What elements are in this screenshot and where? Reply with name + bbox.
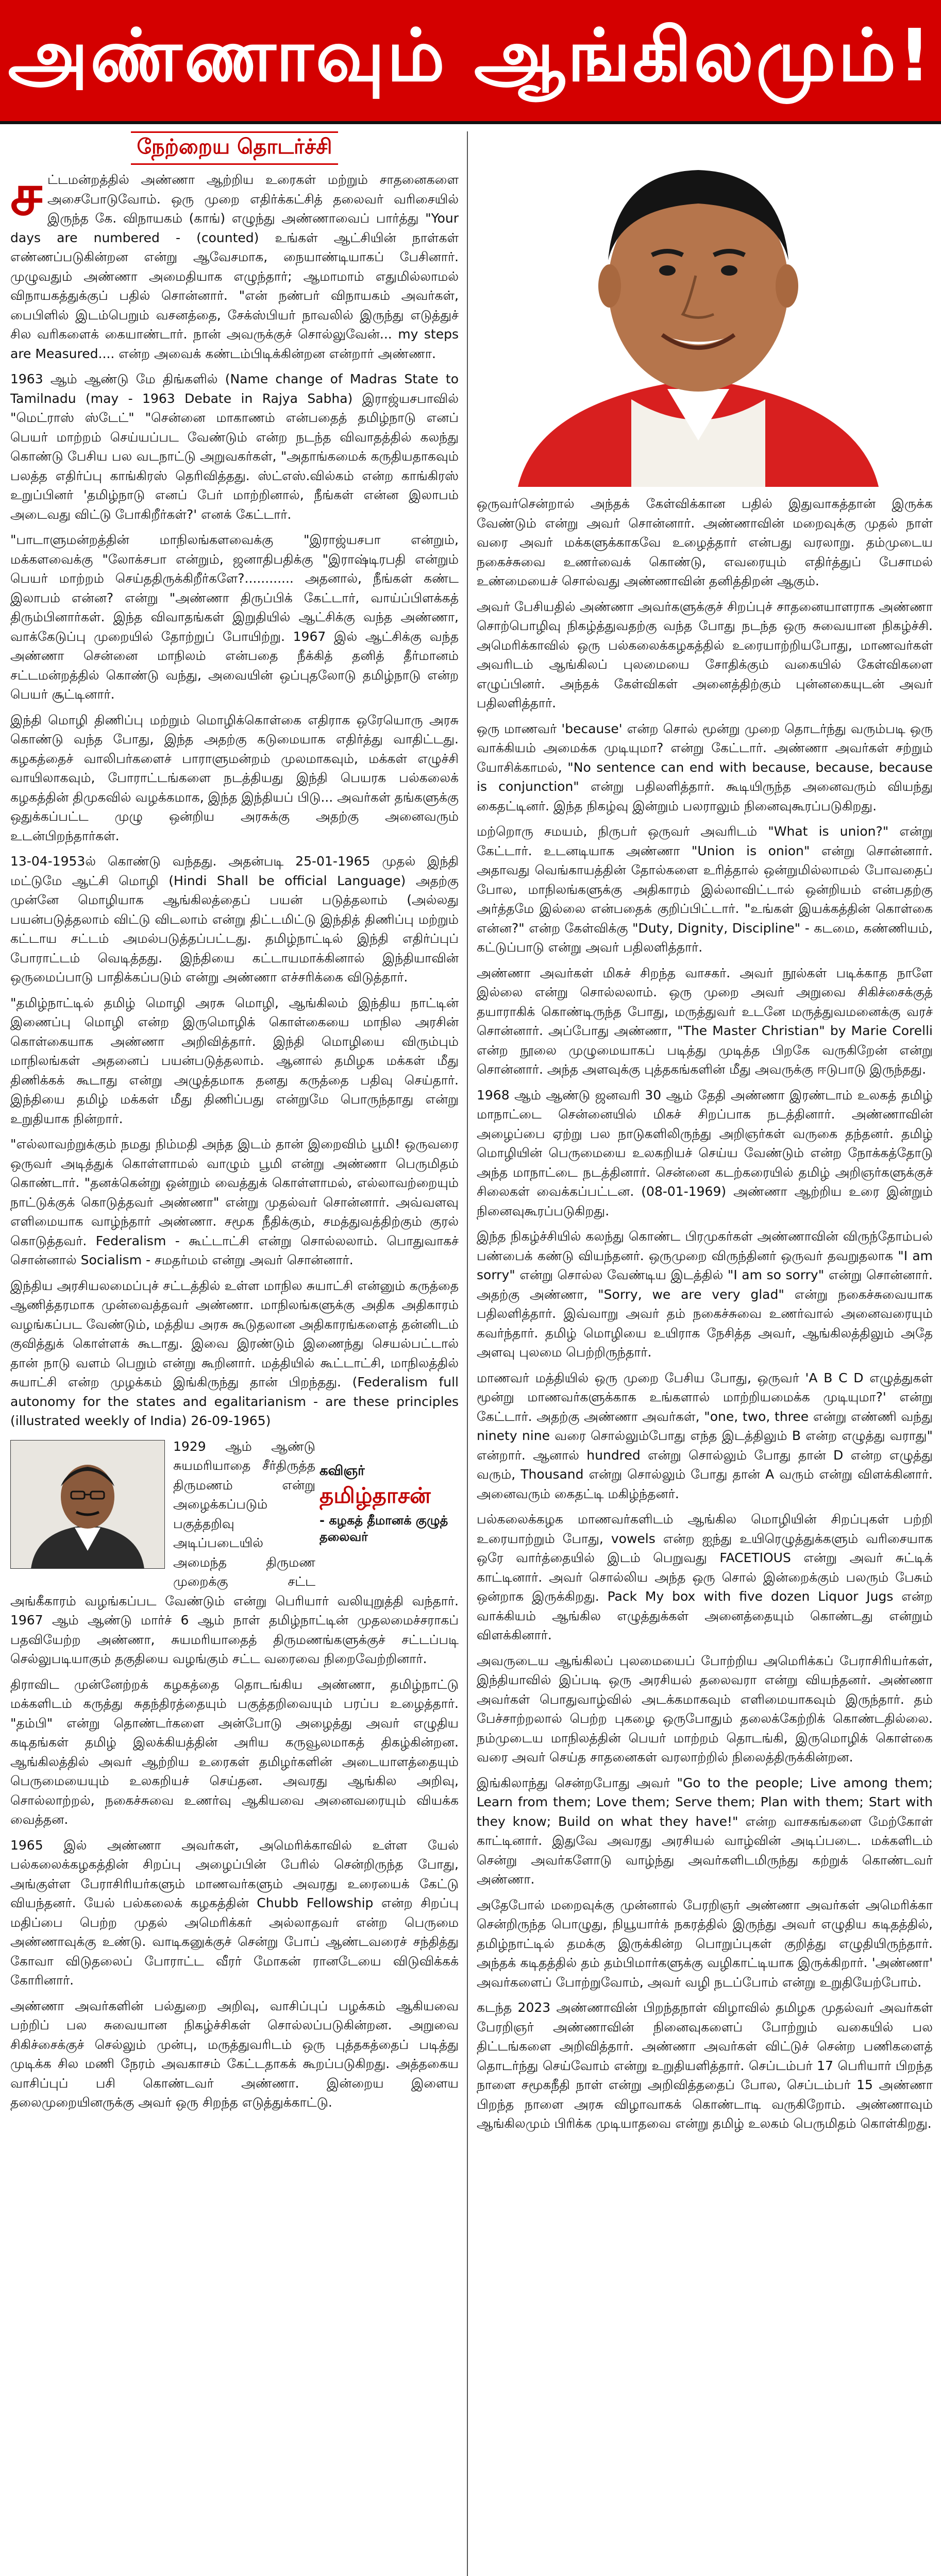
left-column	[10, 131, 459, 2576]
paragraph: பல்கலைக்கழக மாணவர்களிடம் ஆங்கில மொழியின் சிறப்புகள் பற்றி உரையாற்றும் போது, vowels என்ற ஐந்து உயிரெழுத்துக்களும் வரிசையாக ஒரே வார்த்தையில் இடம் பெறுவது FACETIOUS என்று அவர் சுட்டிக் காட்டினார். அவர் சொல்லிய அந்த ஒரு சொல் இன்றைக்கும் பலரும் பேசும் ஒன்றாக இருக்கிறது. Pack My box with five dozen Liquor Jugs என்ற வாக்கியம் ஆங்கில எழுத்துக்கள் அனைத்தையும் கொண்டது என்றும் விளக்கினார்.	[477, 1512, 933, 1642]
paragraph: "எல்லாவற்றுக்கும் நமது நிம்மதி அந்த இடம் தான் இறைவிம் பூமி! ஒருவரை ஒருவர் அடித்துக் கொள்ளாமல் வாழும் பூமி என்று அண்ணா பெருமிதம் கொண்டார். "தனக்கென்று ஒன்றும் வைத்துக் கொள்ளாமல், எல்லாவற்றையும் நாட்டுக்குக் கொடுத்தவர் அண்ணா" என்று முதல்வர் சொன்னார். அவ்வளவு எளிமையாக வாழ்ந்தார் அண்ணா. சமூக நீதிக்கும், சமத்துவத்திற்கும் குரல் கொடுத்தவர். Federalism - கூட்டாட்சி என்று சொல்லலாம். பொதுவாகச் சொன்னால் Socialism - சமதர்மம் என்று அவர் சொன்னார்.	[10, 1137, 459, 1267]
paragraph: அவர் பேசியதில் அண்ணா அவர்களுக்குச் சிறப்புச் சாதனையாளராக அண்ணா சொற்பொழிவு நிகழ்த்துவதற்கு வந்த போது நடந்த ஒரு சுவையான நிகழ்ச்சி. அமெரிக்காவில் ஒரு பல்கலைக்கழகத்தில் உரையாற்றியபோது, மாணவர்கள் அவரிடம் ஆங்கிலப் புலமையை சோதிக்கும் வகையில் கேள்விகளை எழுப்பினர். அந்தக் கேள்விகள் அனைத்திற்கும் புன்னகையுடன் அவர் பதிலளித்தார்.	[477, 599, 933, 710]
headline-title: அண்ணாவும் ஆங்கிலமும்!	[8, 14, 933, 98]
paragraph: 1965 இல் அண்ணா அவர்கள், அமெரிக்காவில் உள்ள யேல் பல்கலைக்கழகத்தின் சிறப்பு அழைப்பின் பேரில் சென்றிருந்த போது, அங்குள்ள பேராசிரியர்களும் மாணவர்களும் அவரது உரையைக் கேட்டு வியந்தனர். யேல் பல்கலைக் கழகத்தின் Chubb Fellowship என்ற சிறப்பு மதிப்பை பெற்ற முதல் அமெரிக்கர் அல்லாதவர் என்ற பெருமை அண்ணாவுக்கு உண்டு. வாடிகனுக்குச் சென்று போப் ஆண்டவரைச் சந்தித்து கோவா விடுதலைப் போராட்ட வீரர் மோகன் ரானடேயை விடுவிக்கக் கோரினார்.	[10, 1837, 459, 1988]
author-credit	[320, 1440, 459, 1569]
paragraph: 1929 ஆம் ஆண்டு சுயமரியாதை சீர்திருத்த திருமணம் என்று அழைக்கப்படும் பகுத்தறிவு அடிப்படையில் அமைந்த திருமண முறைக்கு சட்ட அங்கீகாரம் வழங்கப்பட வேண்டும் என்று பெரியார் வலியுறுத்தி வந்தார். 1967 ஆம் ஆண்டு மார்ச் 6 ஆம் நாள் தமிழ்நாட்டின் முதலமைச்சராகப் பதவியேற்ற அண்ணா, சுயமரியாதைத் திருமணங்களுக்குச் சட்டப்படி செல்லுபடியாகும் தகுதியை வழங்கும் சட்ட வரைவை நிறைவேற்றினார்.	[10, 1438, 459, 1666]
subhead-box	[10, 131, 459, 165]
paragraph: திராவிட முன்னேற்றக் கழகத்தை தொடங்கிய அண்ணா, தமிழ்நாட்டு மக்களிடம் கருத்து சுதந்திரத்தையும் பகுத்தறிவையும் பரப்ப உழைத்தார். "தம்பி" என்று தொண்டர்களை அன்போடு அழைத்து அவர் எழுதிய கடிதங்கள் தமிழ் இலக்கியத்தின் அரிய கருவூலமாகத் திகழ்கின்றன. ஆங்கிலத்தில் அவர் ஆற்றிய உரைகள் தமிழர்களின் அடையாளத்தையும் பெருமையையும் உலகறியச் செய்தன. அவரது ஆங்கில அறிவு, சொல்லாற்றல், நகைச்சுவை உணர்வு ஆகியவை அனைவரையும் வியக்க வைத்தன.	[10, 1676, 459, 1827]
author-name: தமிழ்தாசன்	[320, 1483, 431, 1508]
paragraph: இந்தி மொழி திணிப்பு மற்றும் மொழிக்கொள்கை எதிராக ஒரேயொரு அரசு கொண்டு வந்த போது, இந்த அதற்கு கடுமையாக எதிர்த்து வாதிட்டது. கழகத்தைச் வாலிபர்களைச் பாராளுமன்றம் முலமாகவும், மக்கள் எழுச்சி வாயிலாகவும், போராட்டங்களை நடத்தியது இந்தி பெயரக பல்கலைக் கழகத்தின் திமுகவில் வழக்கமாக, இந்த இந்தியப் பிடு... அவர்கள் தங்களுக்கு ஒதுக்கப்பட்ட முழு ஒன்றிய அரசுக்கு அதற்கு அனைவரும் உடன்பிறந்தார்கள்.	[10, 712, 459, 843]
paragraph: மற்றொரு சமயம், நிருபர் ஒருவர் அவரிடம் "What is union?" என்று கேட்டார். உடனடியாக அண்ணா "Union is onion" என்று சொன்னார். அதாவது வெங்காயத்தின் தோல்களை உரித்தால் ஒன்றுமில்லாமல் போவதைப் போல, மாநிலங்களுக்கு அதிகாரம் இல்லாவிட்டால் ஒன்றியம் என்பதற்கு அர்த்தமே இல்லை என்பதைக் குறிப்பிட்டார். "உங்கள் இயக்கத்தின் கொள்கை என்ன?" என்ற கேள்விக்கு "Duty, Dignity, Discipline" - கடமை, கண்ணியம், கட்டுப்பாடு என்று அவர் பதிலளித்தார்.	[477, 824, 933, 955]
paragraph: கடந்த 2023 அண்ணாவின் பிறந்தநாள் விழாவில் தமிழக முதல்வர் அவர்கள் பேரறிஞர் அண்ணாவின் நினைவுகளைப் போற்றும் வகையில் பல திட்டங்களை அறிவித்தார். அண்ணா அவர்கள் விட்டுச் சென்ற பணிகளைத் தொடர்ந்து செய்வோம் என்று உறுதியளித்தார். செப்டம்பர் 17 பெரியார் பிறந்த நாளை சமூகநீதி நாள் என்று அறிவித்ததைப் போல, செப்டம்பர் 15 அண்ணா பிறந்த நாளை அரசு விழாவாகக் கொண்டாடி வருகிறோம். அண்ணாவும் ஆங்கிலமும் பிரிக்க முடியாதவை என்று தமிழ் உலகம் பெருமிதம் கொள்கிறது.	[477, 2000, 933, 2131]
paragraph: "தமிழ்நாட்டில் தமிழ் மொழி அரசு மொழி, ஆங்கிலம் இந்திய நாட்டின் இணைப்பு மொழி என்ற இருமொழிக் கொள்கையை மாநில அரசின் கொள்கையாக அண்ணா அறிவித்தார். இந்தி மொழியை விரும்பும் மாநிலங்கள் அதனைப் பயன்படுத்தலாம். ஆனால் தமிழக மக்கள் மீது திணிக்கக் கூடாது என்று அழுத்தமாக தனது கருத்தை பதிவு செய்தார். இந்தியை தமிழ் மக்கள் மீது திணிப்பது என்றுமே பொருந்தாது என்று உறுதியாக நின்றார்.	[10, 995, 459, 1126]
author-portrait-icon	[10, 1440, 165, 1569]
paragraph: அவருடைய ஆங்கிலப் புலமையைப் போற்றிய அமெரிக்கப் பேராசிரியர்கள், இந்தியாவில் இப்படி ஒரு அரசியல் தலைவரா என்று வியந்தனர். அண்ணா அவர்கள் பொதுவாழ்வில் அடக்கமாகவும் எளிமையாகவும் இருந்தார். தம் பேச்சாற்றலால் பெற்ற புகழை ஒருபோதும் தலைக்கேற்றிக் கொண்டதில்லை. நம்முடைய மாநிலத்தின் பெயர் மாற்றம் தொடங்கி, இருமொழிக் கொள்கை வரை அவர் செய்த சாதனைகள் வரலாற்றில் நிலைத்திருக்கின்றன.	[477, 1653, 933, 1765]
paragraph: ஒரு மாணவர் 'because' என்ற சொல் மூன்று முறை தொடர்ந்து வரும்படி ஒரு வாக்கியம் அமைக்க முடியுமா? என்று கேட்டார். அண்ணா அவர்கள் சற்றும் யோசிக்காமல், "No sentence can end with because, because, because is conjunction" என்று பதிலளித்தார். கூடியிருந்த அனைவரும் வியந்து கைதட்டினர். இந்த நிகழ்வு இன்றும் பலராலும் நினைவுகூரப்படுகிறது.	[477, 721, 933, 814]
banner-rule	[0, 121, 941, 124]
paragraph: இந்த நிகழ்ச்சியில் கலந்து கொண்ட பிரமுகர்கள் அண்ணாவின் விருந்தோம்பல் பண்பைக் கண்டு வியந்தனர். ஒருமுறை விருந்தினர் ஒருவர் தவறுதலாக "I am sorry" என்று சொல்ல வேண்டிய இடத்தில் "I am so sorry" என்று சொன்னார். அதற்கு அண்ணா, "Sorry, we are very glad" என்று நகைச்சுவையாக பதிலளித்தார். இவ்வாறு அவர் தம் நகைச்சுவை உணர்வால் அனைவரையும் கவர்ந்தார். தமிழ் மொழியை உயிராக நேசித்த அவர், ஆங்கிலத்திலும் அதே அளவு புலமை பெற்றிருந்தார்.	[477, 1229, 933, 1360]
paragraph: 13-04-1953ல் கொண்டு வந்தது. அதன்படி 25-01-1965 முதல் இந்தி மட்டுமே ஆட்சி மொழி (Hindi Shall be official Language) அதற்கு முன்னே மொழியாக ஆங்கிலத்தைப் பயன் படுத்தலாம் (அல்லது பயன்படுத்தலாம் விட்டு விடலாம் என்று திட்டமிட்டு இந்தித் திணிப்பு மற்றும் கட்டாய சட்டம் அமல்படுத்தப்பட்டது. தமிழ்நாட்டில் இந்தி எதிர்ப்புப் போராட்டம் வெடித்தது. இந்தியை கட்டாயமாக்கினால் இந்தியாவின் ஒருமைப்பாடு பாதிக்கப்படும் என்று அண்ணா எச்சரிக்கை விடுத்தார்.	[10, 854, 459, 985]
paragraph: அண்ணா அவர்கள் மிகச் சிறந்த வாசகர். அவர் நூல்கள் படிக்காத நாளே இல்லை என்று சொல்லலாம். ஒரு முறை அவர் அறுவை சிகிச்சைக்குத் தயாராகிக் கொண்டிருந்த போது, மருத்துவர் உடனே மருத்துவமனைக்கு வரச் சொன்னார். அப்போது அண்ணா, "The Master Christian" by Marie Corelli என்ற நூலை முழுமையாகப் படித்து முடித்த பிறகே வருகிறேன் என்று சொன்னார். அந்த அளவுக்கு புத்தகங்களின் மீது அவருக்கு ஈடுபாடு இருந்தது.	[477, 965, 933, 1077]
annadurai-portrait	[477, 131, 920, 487]
paragraph: அண்ணா அவர்களின் பல்துறை அறிவு, வாசிப்புப் பழக்கம் ஆகியவை பற்றிப் பல சுவையான நிகழ்ச்சிகள் சொல்லப்படுகின்றன. அறுவை சிகிச்சைக்குச் செல்லும் முன்பு, மருத்துவரிடம் ஒரு புத்தகத்தைப் படித்து முடிக்க சில மணி நேரம் அவகாசம் கேட்டதாகக் கூறப்படுகிறது. அத்தகைய வாசிப்புப் பசி கொண்டவர் அண்ணா. இன்றைய இளைய தலைமுறையினருக்கு அவர் ஒரு சிறந்த எடுத்துக்காட்டு.	[10, 1998, 459, 2110]
right-column	[477, 131, 933, 2576]
continuation-subhead: நேற்றைய தொடர்ச்சி	[131, 131, 339, 165]
portrait-illustration-icon	[477, 131, 920, 487]
author-role: - கழகத் தீமானக் குழுத் தலைவர்	[320, 1513, 448, 1544]
paragraph: 1963 ஆம் ஆண்டு மே திங்களில் (Name change of Madras State to Tamilnadu (may - 1963 Debate in Rajya Sabha) இராஜ்யசபாவில் "மெட்ராஸ் ஸ்டேட்" "சென்னை மாகாணம் என்பதைத் தமிழ்நாடு எனப் பெயர் மாற்றம் செய்யப்பட வேண்டும் என்ற நடந்த விவாதத்தில் கலந்து கொண்டு பேசிய பல வடநாட்டு அறுவகர்கள், "அதாங்கமைக் கருதியதாகவும் பலத்த எதிர்ப்பு காங்கிரஸ் தெரிவித்தது. ஸ்ட்எஸ்.வில்கம் என்ற காங்கிரஸ் உறுப்பினர் 'தமிழ்நாடு எனப் பேர் மாற்றினால், நீங்கள் என்ன இலாபம் அடைவது விட்டு போகிறீர்கள்?' எனக் கேட்டார்.	[10, 371, 459, 522]
paragraph: அதேபோல் மறைவுக்கு முன்னால் பேரறிஞர் அண்ணா அவர்கள் அமெரிக்கா சென்றிருந்த பொழுது, நியூயார்க் நகரத்தில் இருந்து அவர் எழுதிய கடிதத்தில், தமிழ்நாட்டில் தமக்கு இருக்கின்ற பொறுப்புகள் குறித்து எழுதியிருந்தார். அந்தக் கடிதத்தில் தம் தம்பிமார்களுக்கு வழிகாட்டியாக இருக்கிறார். 'அண்ணா' அவர்களைப் போற்றுவோம், அவர் வழி நடப்போம் என்று உறுதியேற்போம்.	[477, 1897, 933, 1990]
paragraph: இந்திய அரசியலமைப்புச் சட்டத்தில் உள்ள மாநில சுயாட்சி என்னும் கருத்தை ஆணித்தரமாக முன்வைத்தவர் அண்ணா. மாநிலங்களுக்கு அதிக அதிகாரம் வழங்கப்பட வேண்டும், மத்திய அரசு கூடுதலான அதிகாரங்களைத் தன்னிடம் குவித்துக் கொள்ளக் கூடாது. இவை இரண்டும் இணைந்து செயல்பட்டால் தான் நாடு வளம் பெறும் என்று கூறினார். மத்தியில் கூட்டாட்சி, மாநிலத்தில் சுயாட்சி என்ற முழக்கம் இங்கிருந்து தான் பிறந்தது. (Federalism full autonomy for the states and egalitarianism - are these principles (illustrated weekly of India) 26-09-1965)	[10, 1278, 459, 1428]
column-divider	[467, 131, 468, 2576]
paragraph: மாணவர் மத்தியில் ஒரு முறை பேசிய போது, ஒருவர் 'A B C D எழுத்துகள் மூன்று மாணவர்களுக்காக உங்களால் மாற்றியமைக்க முடியுமா?' என்று கேட்டார். அதற்கு அண்ணா அவர்கள், "one, two, three என்று எண்ணி வந்து ninety nine வரை சொல்லும்போது எந்த இடத்திலும் B என்ற எழுத்து வராது" என்றார். ஆனால் hundred என்று சொல்லும் போது தான் D என்ற எழுத்து வரும், Thousand என்று சொல்லும் போது தான் A வரும் என்று விளக்கினார். அனைவரும் கைதட்டி மகிழ்ந்தனர்.	[477, 1370, 933, 1501]
paragraph	[10, 161, 459, 363]
drop-cap: ச	[10, 161, 43, 228]
paragraph-text: ட்டமன்றத்தில் அண்ணா ஆற்றிய உரைகள் மற்றும் சாதனைகளை அசைபோடுவோம். ஒரு முறை எதிர்க்கட்சித் தலைவர் வரிசையில் இருந்த கே. விநாயகம் (காங்) எழுந்து அண்ணாவைப் பார்த்து "Your days are numbered - (counted) உங்கள் ஆட்சியின் நாள்கள் எண்ணப்படுகின்றன என்று ஆவேசமாக, நையாண்டியாகப் பேசினார். முழுவதும் அண்ணா அமைதியாக எழுந்தார்; ஆமாமாம் எதுமில்லாமல் விநாயகத்துக்குப் பதில் சொன்னார். "என் நண்பர் விநாயகம் அவர்கள், பைபிளில் இடம்பெறும் வசனத்தை, சேக்ஸ்பியர் நாவலில் இருந்து எடுத்துச் சில வரிகளைக் கையாண்டார். நான் அவருக்குச் சொல்லுவேன்... my steps are Measured.... என்ற அவைக் கண்டம்பிடிக்கின்றன என்றார் அண்ணா.	[10, 172, 459, 361]
paragraph: ஒருவர்சென்றால் அந்தக் கேள்விக்கான பதில் இதுவாகத்தான் இருக்க வேண்டும் என்று அவர் சொன்னார். அண்ணாவின் மறைவுக்கு முதல் நாள் வரை அவர் மக்களுக்காகவே உழைத்தார் என்பது வரலாறு. தம்முடைய நகைச்சுவை உணர்வைக் கொண்டு, எவரையும் எதிர்த்துப் பேசாமல் உண்மையைச் சொல்வது அண்ணாவின் தனித்திறன் ஆகும்.	[477, 496, 933, 588]
author-tag: கவிஞர்	[320, 1463, 365, 1479]
paragraph: இங்கிலாந்து சென்றபோது அவர் "Go to the people; Live among them; Learn from them; Love them; Serve them; Plan with them; Start with they know; Build on what they have!" என்ற வாசகங்களை மேற்கோள் காட்டினார். இதுவே அவரது அரசியல் வாழ்வின் அடிப்படை. மக்களிடம் சென்று அவர்களோடு வாழ்ந்து அவர்களிடமிருந்து கற்றுக் கொண்டவர் அண்ணா.	[477, 1775, 933, 1887]
paragraph: 1968 ஆம் ஆண்டு ஜனவரி 30 ஆம் தேதி அண்ணா இரண்டாம் உலகத் தமிழ் மாநாட்டை சென்னையில் மிகச் சிறப்பாக நடத்தினார். அண்ணாவின் அழைப்பை ஏற்று பல நாடுகளிலிருந்து அறிஞர்கள் வருகை தந்தனர். தமிழ் மொழியின் பெருமையை உலகறியச் செய்ய வேண்டும் என்ற நோக்கத்தோடு அந்த மாநாட்டை நடத்தினார். சென்னை கடற்கரையில் தமிழ் அறிஞர்களுக்குச் சிலைகள் வைக்கப்பட்டன. (08-01-1969) அண்ணா ஆற்றிய உரை இன்றும் நினைவுகூரப்படுகிறது.	[477, 1087, 933, 1218]
headline-banner	[0, 0, 941, 121]
paragraph: "பாடாளுமன்றத்தின் மாநிலங்களவைக்கு "இராஜ்யசபா என்றும், மக்களவைக்கு "லோக்சபா என்றும், ஜனாதிபதிக்கு "இராஷ்டிரபதி என்றும் பெயர் மாற்றம் செய்ததிருக்கிறீர்களே?............ அதனால், நீங்கள் கண்ட இலாபம் என்ன? என்று "அண்ணா திருப்பிக் கேட்டார், வாய்ப்பிளக்கத் திரும்பினார்கள். இந்த விவாதங்கள் இறுதியில் ஆட்சிக்கு வந்த அண்ணா, வாக்கேடுப்பு முறையில் தோற்றுப் போயிற்று. 1967 இல் ஆட்சிக்கு வந்த அண்ணா சென்னை மாநிலம் என்பதை நீக்கித் தனித் தீர்மானம் சட்டமன்றத்தில் கொண்டு வந்து, அவையின் ஒப்புதலோடு தமிழ்நாடு என்ற பெயர் சூட்டினார்.	[10, 532, 459, 702]
author-photo	[10, 1440, 165, 1569]
